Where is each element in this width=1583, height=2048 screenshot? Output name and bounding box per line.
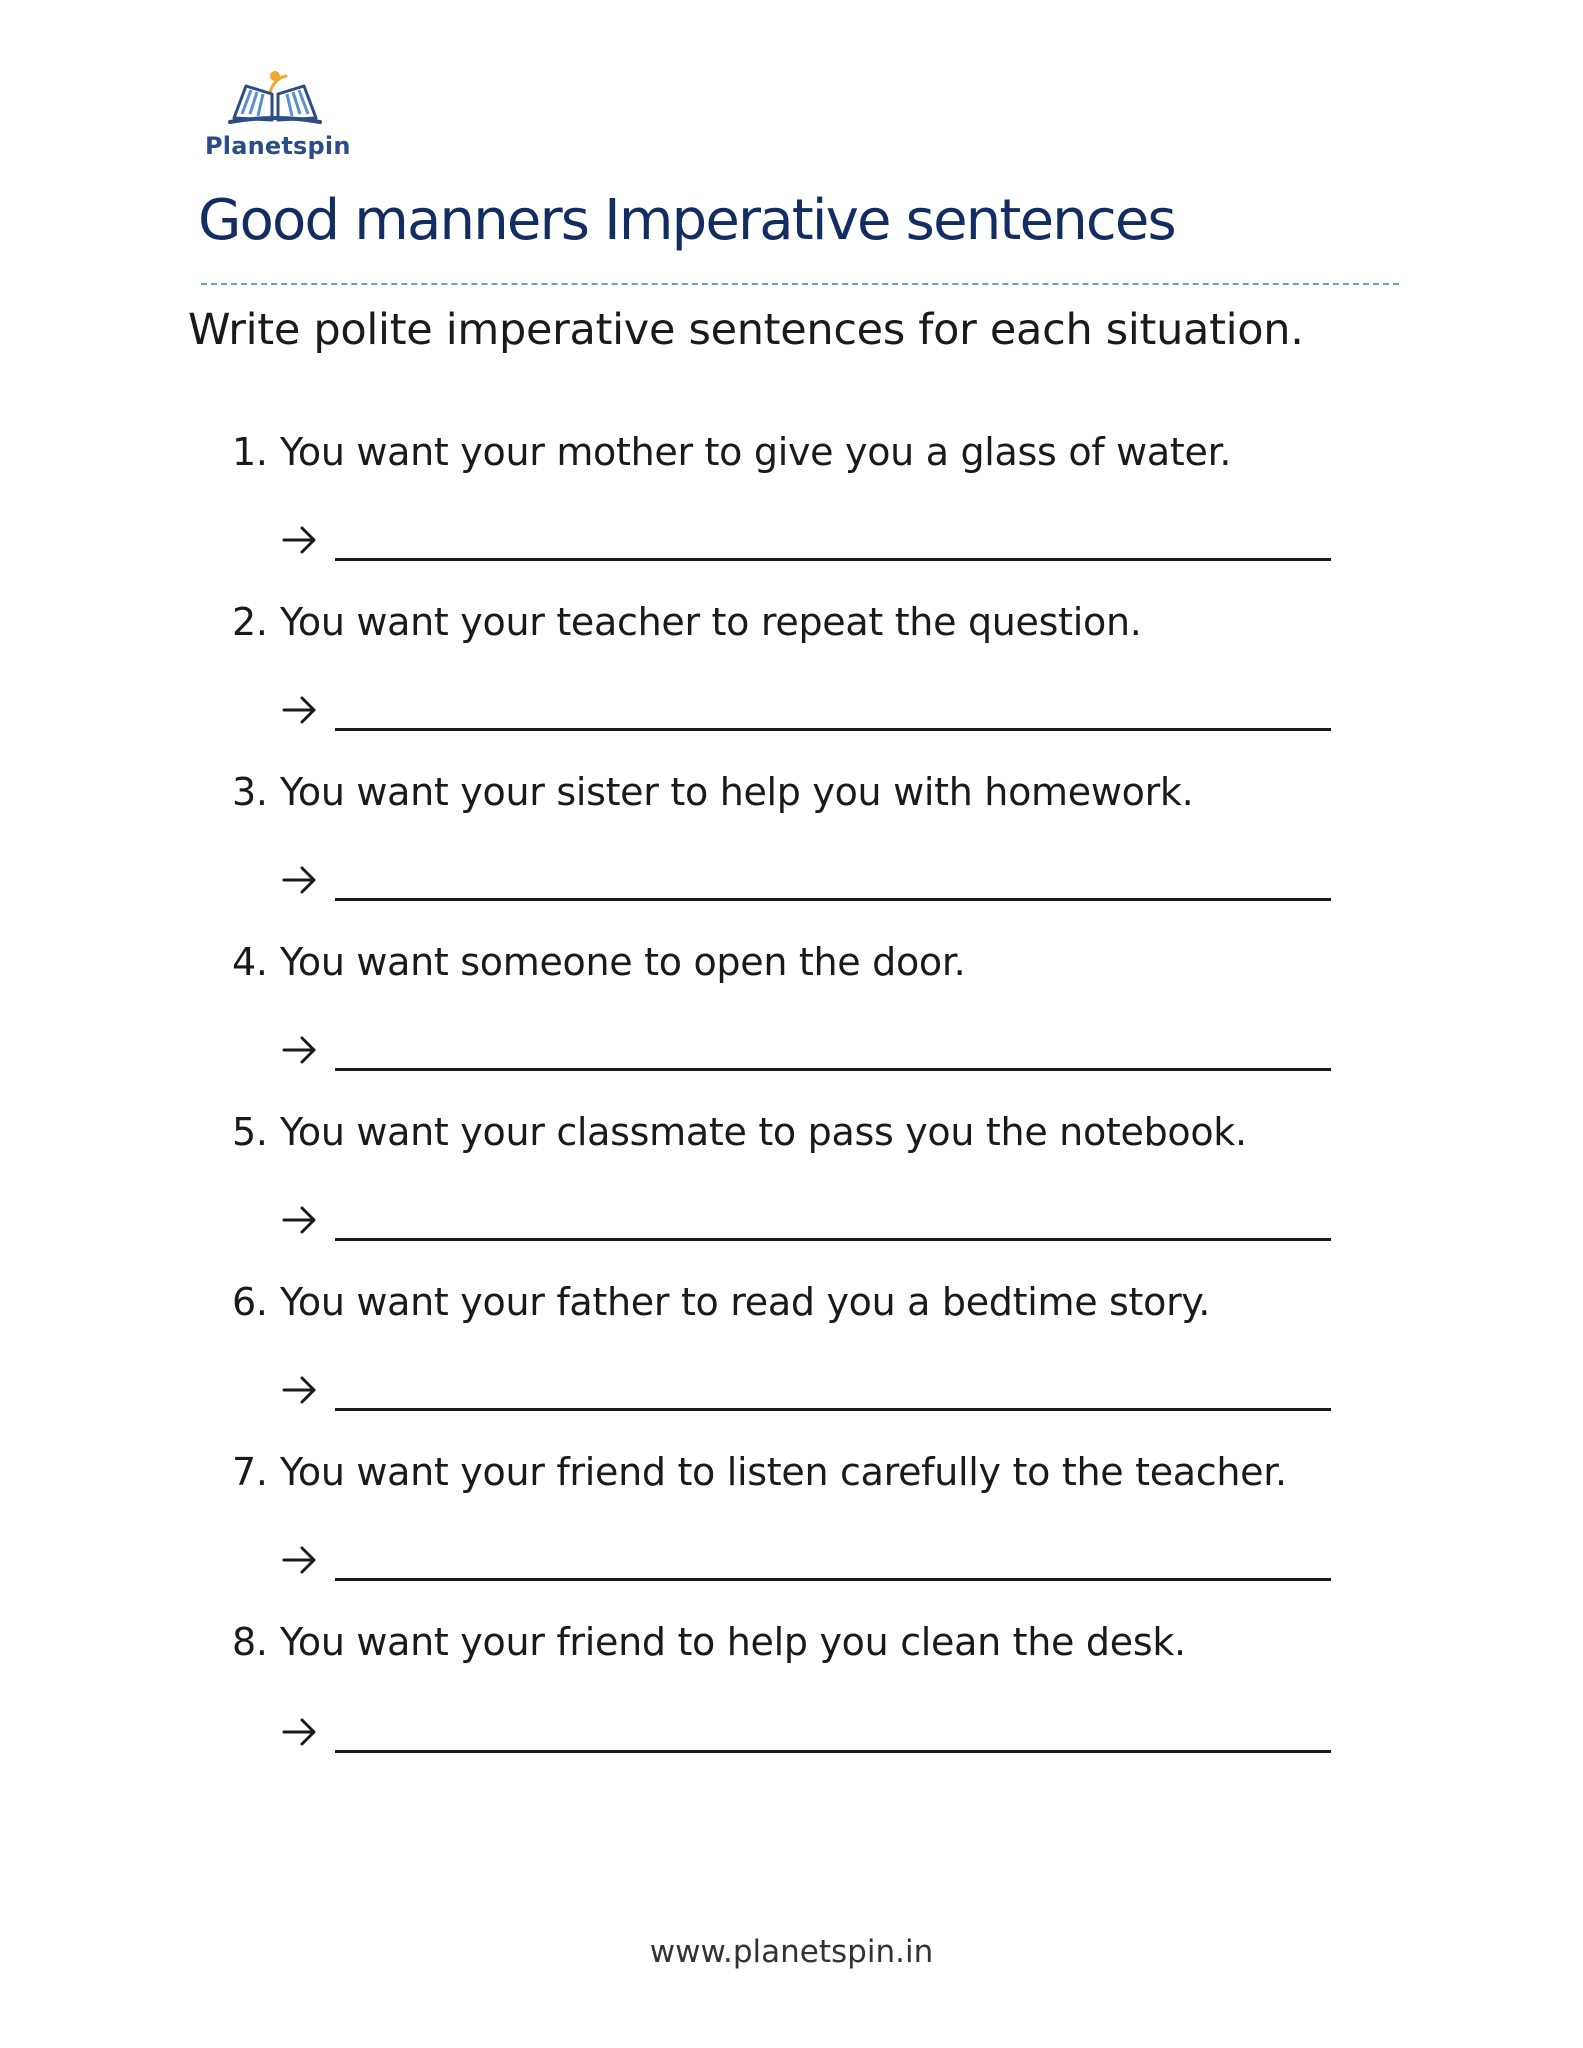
open-book-logo-icon	[226, 68, 324, 128]
question-text: You want your father to read you a bedtime story.	[280, 1280, 1210, 1324]
answer-row-2[interactable]	[280, 688, 1330, 738]
page-title: Good manners Imperative sentences	[198, 188, 1175, 253]
arrow-right-icon	[280, 1712, 320, 1752]
question-number: 6.	[232, 1280, 268, 1324]
question-text: You want your friend to help you clean the desk.	[280, 1620, 1186, 1664]
answer-line[interactable]	[335, 1750, 1331, 1753]
question-number: 2.	[232, 600, 268, 644]
question-7	[232, 1450, 1287, 1494]
answer-line[interactable]	[335, 728, 1331, 731]
arrow-right-icon	[280, 860, 320, 900]
question-8	[232, 1620, 1186, 1664]
answer-row-7[interactable]	[280, 1538, 1330, 1588]
question-text: You want your mother to give you a glass of water.	[280, 430, 1232, 474]
answer-line[interactable]	[335, 1408, 1331, 1411]
answer-line[interactable]	[335, 558, 1331, 561]
question-text: You want someone to open the door.	[280, 940, 966, 984]
arrow-right-icon	[280, 1200, 320, 1240]
question-text: You want your sister to help you with homework.	[280, 770, 1194, 814]
question-number: 8.	[232, 1620, 268, 1664]
question-6	[232, 1280, 1210, 1324]
answer-line[interactable]	[335, 898, 1331, 901]
arrow-right-icon	[280, 1540, 320, 1580]
arrow-right-icon	[280, 1370, 320, 1410]
answer-row-4[interactable]	[280, 1028, 1330, 1078]
title-divider	[201, 283, 1399, 285]
question-number: 7.	[232, 1450, 268, 1494]
arrow-right-icon	[280, 1030, 320, 1070]
arrow-right-icon	[280, 520, 320, 560]
answer-row-1[interactable]	[280, 518, 1330, 568]
answer-row-8[interactable]	[280, 1710, 1330, 1760]
answer-row-5[interactable]	[280, 1198, 1330, 1248]
answer-row-3[interactable]	[280, 858, 1330, 908]
question-5	[232, 1110, 1247, 1154]
answer-line[interactable]	[335, 1238, 1331, 1241]
footer-website: www.planetspin.in	[649, 1934, 934, 1970]
answer-row-6[interactable]	[280, 1368, 1330, 1418]
question-number: 3.	[232, 770, 268, 814]
question-number: 5.	[232, 1110, 268, 1154]
logo-text: Planetspin	[205, 132, 351, 160]
question-4	[232, 940, 965, 984]
answer-line[interactable]	[335, 1068, 1331, 1071]
planetspin-logo	[205, 68, 351, 168]
instruction-text: Write polite imperative sentences for each situation.	[188, 305, 1304, 355]
question-2	[232, 600, 1142, 644]
question-number: 4.	[232, 940, 268, 984]
question-1	[232, 430, 1231, 474]
arrow-right-icon	[280, 690, 320, 730]
question-text: You want your teacher to repeat the question.	[280, 600, 1142, 644]
question-text: You want your classmate to pass you the notebook.	[280, 1110, 1247, 1154]
question-number: 1.	[232, 430, 268, 474]
answer-line[interactable]	[335, 1578, 1331, 1581]
question-text: You want your friend to listen carefully to the teacher.	[280, 1450, 1287, 1494]
question-3	[232, 770, 1193, 814]
